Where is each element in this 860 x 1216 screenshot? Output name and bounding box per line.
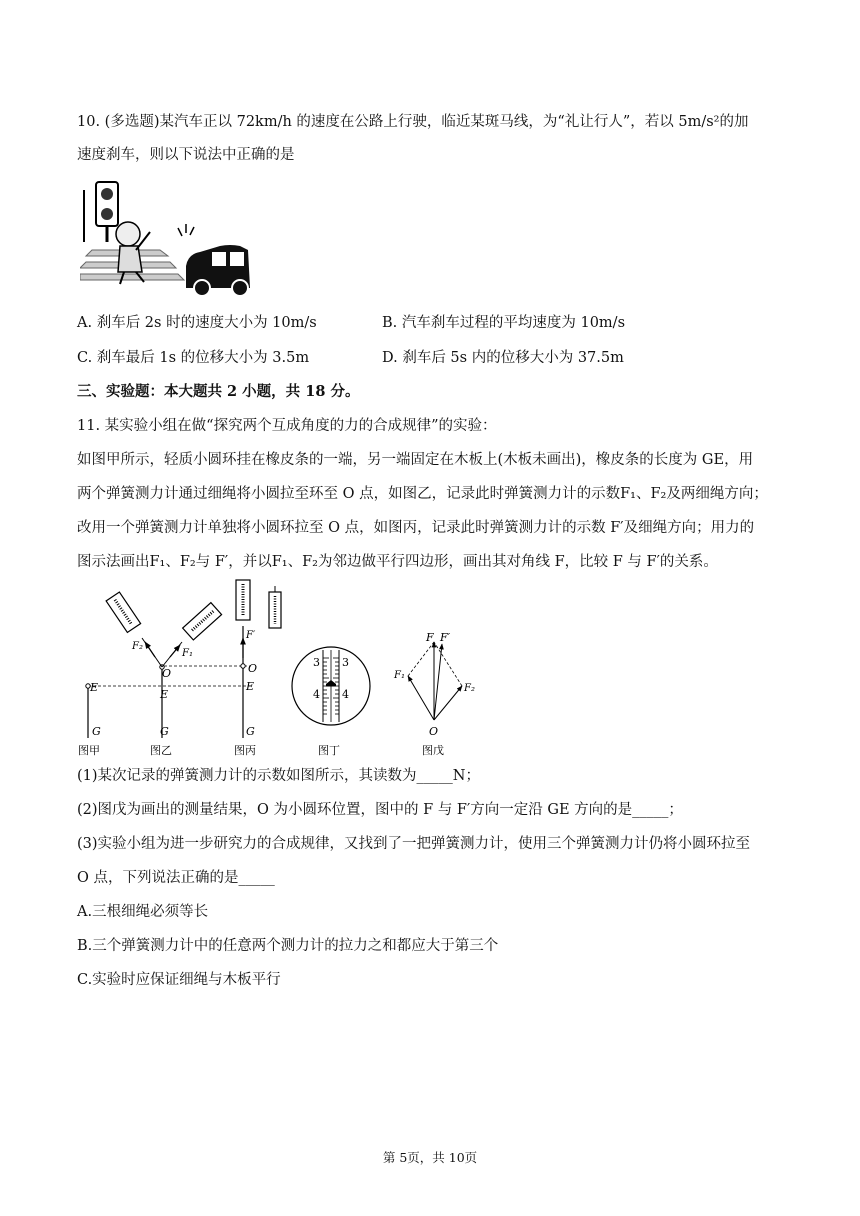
label-G-bing: G [246,725,255,738]
figure-bing [234,580,281,757]
q11-paragraph-line1: 如图甲所示，轻质小圆环挂在橡皮条的一端，另一端固定在木板上(木板未画出)，橡皮条的长度为 GE，用 [77,452,754,468]
caption-jia: 图甲 [78,744,100,757]
q11-option-a: A.三根细绳必须等长 [77,904,209,920]
figure-jia [78,681,101,757]
page-footer: 第 5页，共 10页 [382,1150,478,1165]
label-F-wu: F [426,631,434,644]
q11-sub3-line2: O 点，下列说法正确的是_____ [77,870,275,886]
q10-line1: 10. (多选题)某汽车正以 72km/h 的速度在公路上行驶，临近某斑马线，为“礼让行人”，若以 5m/s²的加 [77,114,749,130]
q11-paragraph-line2: 两个弹簧测力计通过细绳将小圆拉至环至 O 点，如图乙，记录此时弹簧测力计的示数F₁、F₂及两细绳方向； [77,486,768,502]
q11-sub1: (1)某次记录的弹簧测力计的示数如图所示，其读数为_____N； [77,768,480,784]
label-O-wu: O [429,725,439,738]
experiment-figure [76,578,496,760]
tick-4-left: 4 [313,688,320,701]
label-O-yi: O [162,667,172,680]
q11-intro: 11. 某实验小组在做“探究两个互成角度的力的合成规律”的实验： [77,418,497,434]
label-F2-yi: F₂ [132,641,143,652]
tick-4-right: 4 [342,688,349,701]
label-F1-wu: F₁ [394,670,405,681]
q11-paragraph-line3: 改用一个弹簧测力计单独将小圆环拉至 O 点，如图丙，记录此时弹簧测力计的示数 F′及细绳方向；用力的 [77,520,755,536]
label-E-yi: E [160,688,169,701]
q10-option-c: C. 刹车最后 1s 的位移大小为 3.5m [77,350,310,366]
q11-paragraph-line4: 图示法画出F₁、F₂与 F′，并以F₁、F₂为邻边做平行四边形，画出其对角线 F，比较 F 与 F′的关系。 [77,554,718,570]
q11-option-c: C.实验时应保证细绳与木板平行 [77,972,281,988]
q10-option-b: B. 汽车刹车过程的平均速度为 10m/s [382,315,626,331]
label-E-jia: E [90,681,99,694]
label-E-bing: E [246,680,255,693]
figure-wu [393,631,475,757]
caption-ding: 图丁 [318,744,340,757]
tick-3-left: 3 [313,656,320,669]
label-F1-yi: F₁ [182,648,193,659]
label-F2-wu: F₂ [464,683,475,694]
caption-wu: 图戊 [422,744,444,757]
q10-option-a: A. 刹车后 2s 时的速度大小为 10m/s [77,315,317,331]
crosswalk-illustration [80,180,255,300]
q11-sub3-line1: (3)实验小组为进一步研究力的合成规律，又找到了一把弹簧测力计，使用三个弹簧测力计仍将小圆环拉至 [77,836,751,852]
label-O-bing: O [248,662,258,675]
label-G-yi: G [160,725,169,738]
q10-option-d: D. 刹车后 5s 内的位移大小为 37.5m [382,350,624,366]
label-Fp-wu: F′ [440,631,451,644]
label-G-jia: G [92,725,101,738]
q10-line2: 速度刹车，则以下说法中正确的是 [77,147,295,163]
tick-3-right: 3 [342,656,349,669]
q11-sub2: (2)图戊为画出的测量结果，O 为小圆环位置，图中的 F 与 F′方向一定沿 GE 方向的是_____； [77,802,683,818]
caption-yi: 图乙 [150,744,172,757]
q11-option-b: B.三个弹簧测力计中的任意两个测力计的拉力之和都应大于第三个 [77,938,499,954]
figure-ding [292,647,370,757]
caption-bing: 图丙 [234,744,256,757]
section-3-heading: 三、实验题：本大题共 2 小题，共 18 分。 [77,383,360,400]
label-Fp-bing: F′ [246,630,256,641]
figure-yi [106,592,221,757]
